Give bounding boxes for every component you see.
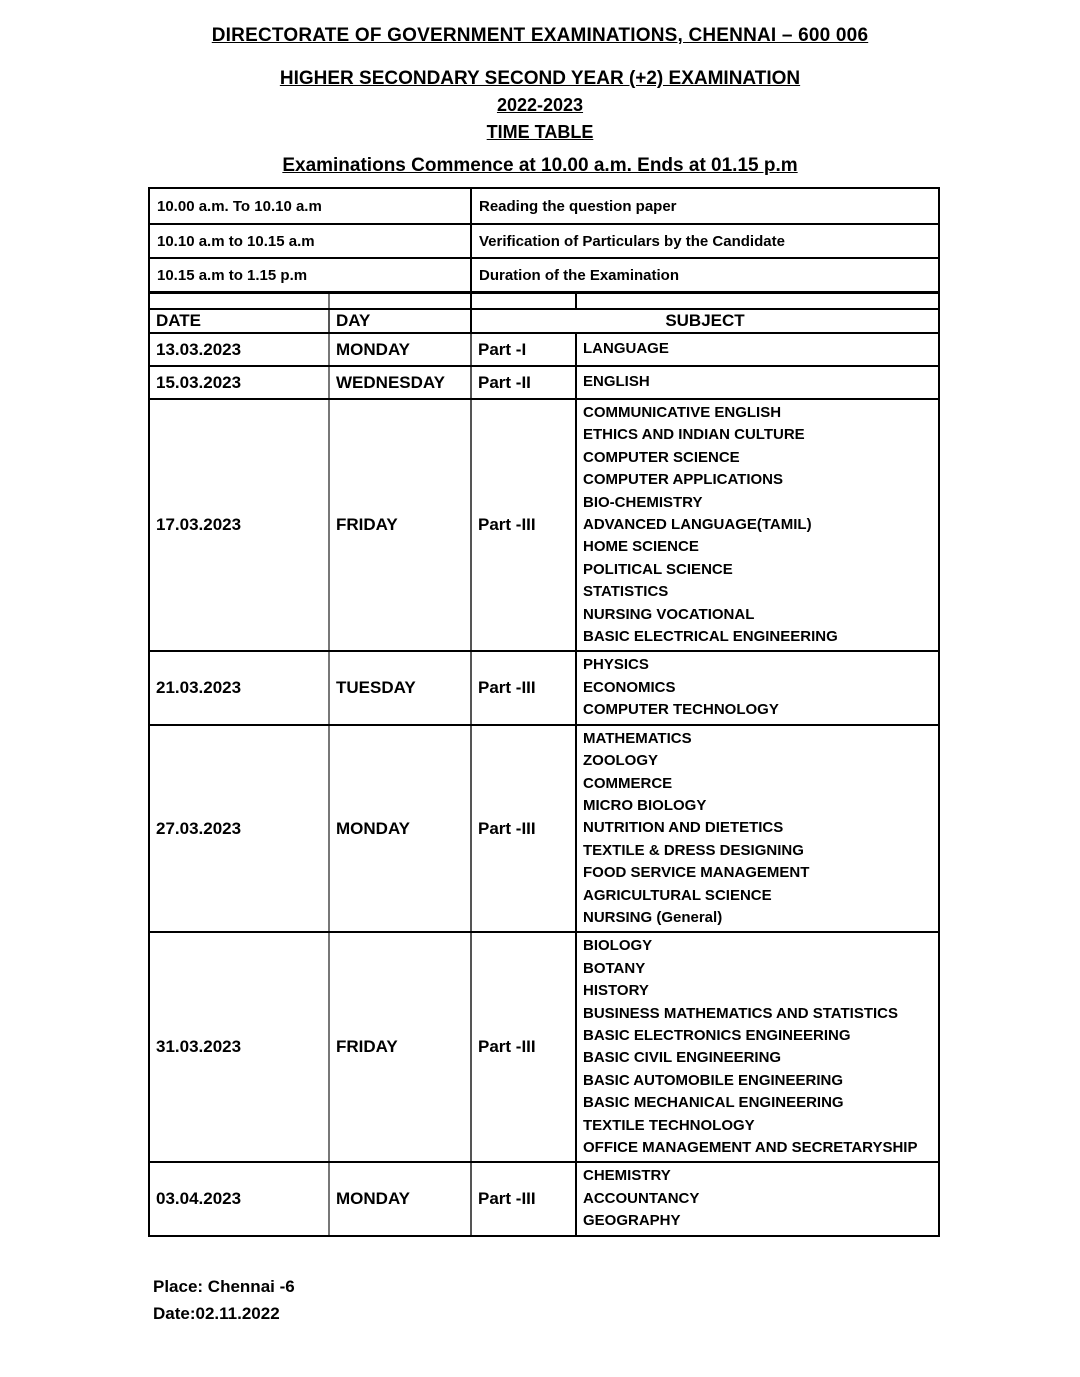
session-info-row (150, 189, 938, 223)
subject-line: COMPUTER SCIENCE (583, 448, 740, 466)
exam-part-cell: Part -III (472, 1163, 577, 1234)
session-activity: Verification of Particulars by the Candidate (479, 232, 785, 250)
subject-column-header: SUBJECT (665, 311, 745, 330)
document-header (0, 0, 1080, 177)
session-info-row (150, 223, 938, 257)
exam-date-cell: 31.03.2023 (150, 933, 330, 1161)
exam-date-cell: 13.03.2023 (150, 334, 330, 365)
exam-part-cell: Part -II (472, 367, 577, 398)
subject-line: FOOD SERVICE MANAGEMENT (583, 864, 810, 882)
subject-line: TEXTILE TECHNOLOGY (583, 1116, 755, 1134)
table-row (150, 332, 938, 365)
subject-line: POLITICAL SCIENCE (583, 560, 733, 578)
subject-line: BASIC MECHANICAL ENGINEERING (583, 1094, 844, 1112)
subject-line: HOME SCIENCE (583, 538, 699, 556)
session-activity: Duration of the Examination (479, 266, 680, 284)
subject-line: NUTRITION AND DIETETICS (583, 819, 784, 837)
subject-line: BASIC CIVIL ENGINEERING (583, 1049, 782, 1067)
table-row (150, 724, 938, 932)
subject-line: HISTORY (583, 982, 649, 1000)
examination-title: HIGHER SECONDARY SECOND YEAR (+2) EXAMINATION (279, 68, 801, 89)
subject-line: COMPUTER APPLICATIONS (583, 471, 784, 489)
subject-line: ETHICS AND INDIAN CULTURE (583, 426, 805, 444)
subject-line: CHEMISTRY (583, 1167, 671, 1185)
day-column-header: DAY (330, 310, 472, 332)
exam-date-cell: 03.04.2023 (150, 1163, 330, 1234)
exam-date-cell: 17.03.2023 (150, 400, 330, 650)
session-time: 10.10 a.m to 10.15 a.m (150, 225, 472, 257)
exam-date-cell: 21.03.2023 (150, 652, 330, 723)
table-row (150, 398, 938, 650)
subject-line: COMPUTER TECHNOLOGY (583, 701, 779, 719)
exam-subjects-cell (577, 367, 938, 398)
subject-line: AGRICULTURAL SCIENCE (583, 886, 772, 904)
exam-subjects-cell (577, 400, 938, 650)
table-row (150, 931, 938, 1161)
exam-part-cell: Part -III (472, 933, 577, 1161)
subject-line: ENGLISH (583, 373, 650, 391)
exam-part-cell: Part -III (472, 652, 577, 723)
subject-line: PHYSICS (583, 656, 649, 674)
exam-timing-note: Examinations Commence at 10.00 a.m. Ends at 01.15 p.m (282, 155, 798, 176)
table-row (150, 650, 938, 723)
subject-line: BUSINESS MATHEMATICS AND STATISTICS (583, 1004, 898, 1022)
subject-line: ECONOMICS (583, 678, 676, 696)
exam-date-cell: 15.03.2023 (150, 367, 330, 398)
exam-subjects-cell (577, 1163, 938, 1234)
timetable-label: TIME TABLE (486, 122, 594, 142)
exam-day-cell: TUESDAY (330, 652, 472, 723)
footer-place: Place: Chennai -6 (153, 1276, 295, 1296)
subject-line: OFFICE MANAGEMENT AND SECRETARYSHIP (583, 1139, 918, 1156)
exam-date-cell: 27.03.2023 (150, 726, 330, 932)
subject-line: BASIC AUTOMOBILE ENGINEERING (583, 1071, 844, 1089)
exam-subjects-cell (577, 334, 938, 365)
exam-subjects-cell (577, 652, 938, 723)
schedule-rows (150, 332, 938, 1235)
subject-line: BASIC ELECTRONICS ENGINEERING (583, 1026, 851, 1044)
exam-day-cell: FRIDAY (330, 400, 472, 650)
exam-subjects-cell (577, 726, 938, 932)
session-info-row (150, 257, 938, 291)
subject-line: BOTANY (583, 959, 646, 977)
academic-year: 2022-2023 (496, 95, 584, 115)
session-time: 10.15 a.m to 1.15 p.m (150, 259, 472, 291)
exam-part-cell: Part -I (472, 334, 577, 365)
subject-line: STATISTICS (583, 583, 669, 601)
timetable (148, 187, 940, 1237)
footer-date: Date:02.11.2022 (153, 1303, 280, 1323)
subject-line: COMMERCE (583, 774, 673, 792)
subject-line: TEXTILE & DRESS DESIGNING (583, 841, 804, 859)
table-row (150, 1161, 938, 1234)
subject-line: ZOOLOGY (583, 752, 658, 770)
subject-line: LANGUAGE (583, 340, 669, 358)
exam-day-cell: MONDAY (330, 726, 472, 932)
table-header-row (150, 308, 938, 332)
spacer-row (150, 291, 938, 308)
session-activity: Reading the question paper (479, 197, 677, 215)
subject-line: GEOGRAPHY (583, 1212, 681, 1230)
table-row (150, 365, 938, 398)
subject-line: MATHEMATICS (583, 729, 692, 747)
exam-day-cell: WEDNESDAY (330, 367, 472, 398)
exam-part-cell: Part -III (472, 726, 577, 932)
subject-line: ACCOUNTANCY (583, 1189, 700, 1207)
exam-day-cell: MONDAY (330, 1163, 472, 1234)
exam-subjects-cell (577, 933, 938, 1161)
subject-line: NURSING VOCATIONAL (583, 605, 755, 623)
session-time: 10.00 a.m. To 10.10 a.m (150, 189, 472, 223)
exam-day-cell: MONDAY (330, 334, 472, 365)
subject-line: BASIC ELECTRICAL ENGINEERING (583, 628, 838, 646)
session-info-table (150, 189, 938, 291)
exam-day-cell: FRIDAY (330, 933, 472, 1161)
exam-part-cell: Part -III (472, 400, 577, 650)
directorate-title: DIRECTORATE OF GOVERNMENT EXAMINATIONS, CHENNAI – 600 006 (211, 25, 869, 46)
subject-line: BIOLOGY (583, 937, 653, 955)
subject-line: NURSING (General) (583, 908, 723, 926)
subject-line: ADVANCED LANGUAGE(TAMIL) (583, 516, 812, 534)
subject-line: BIO-CHEMISTRY (583, 493, 703, 511)
subject-line: COMMUNICATIVE ENGLISH (583, 404, 782, 421)
date-column-header: DATE (150, 310, 330, 332)
document-footer (153, 1273, 1080, 1327)
subject-line: MICRO BIOLOGY (583, 796, 707, 814)
